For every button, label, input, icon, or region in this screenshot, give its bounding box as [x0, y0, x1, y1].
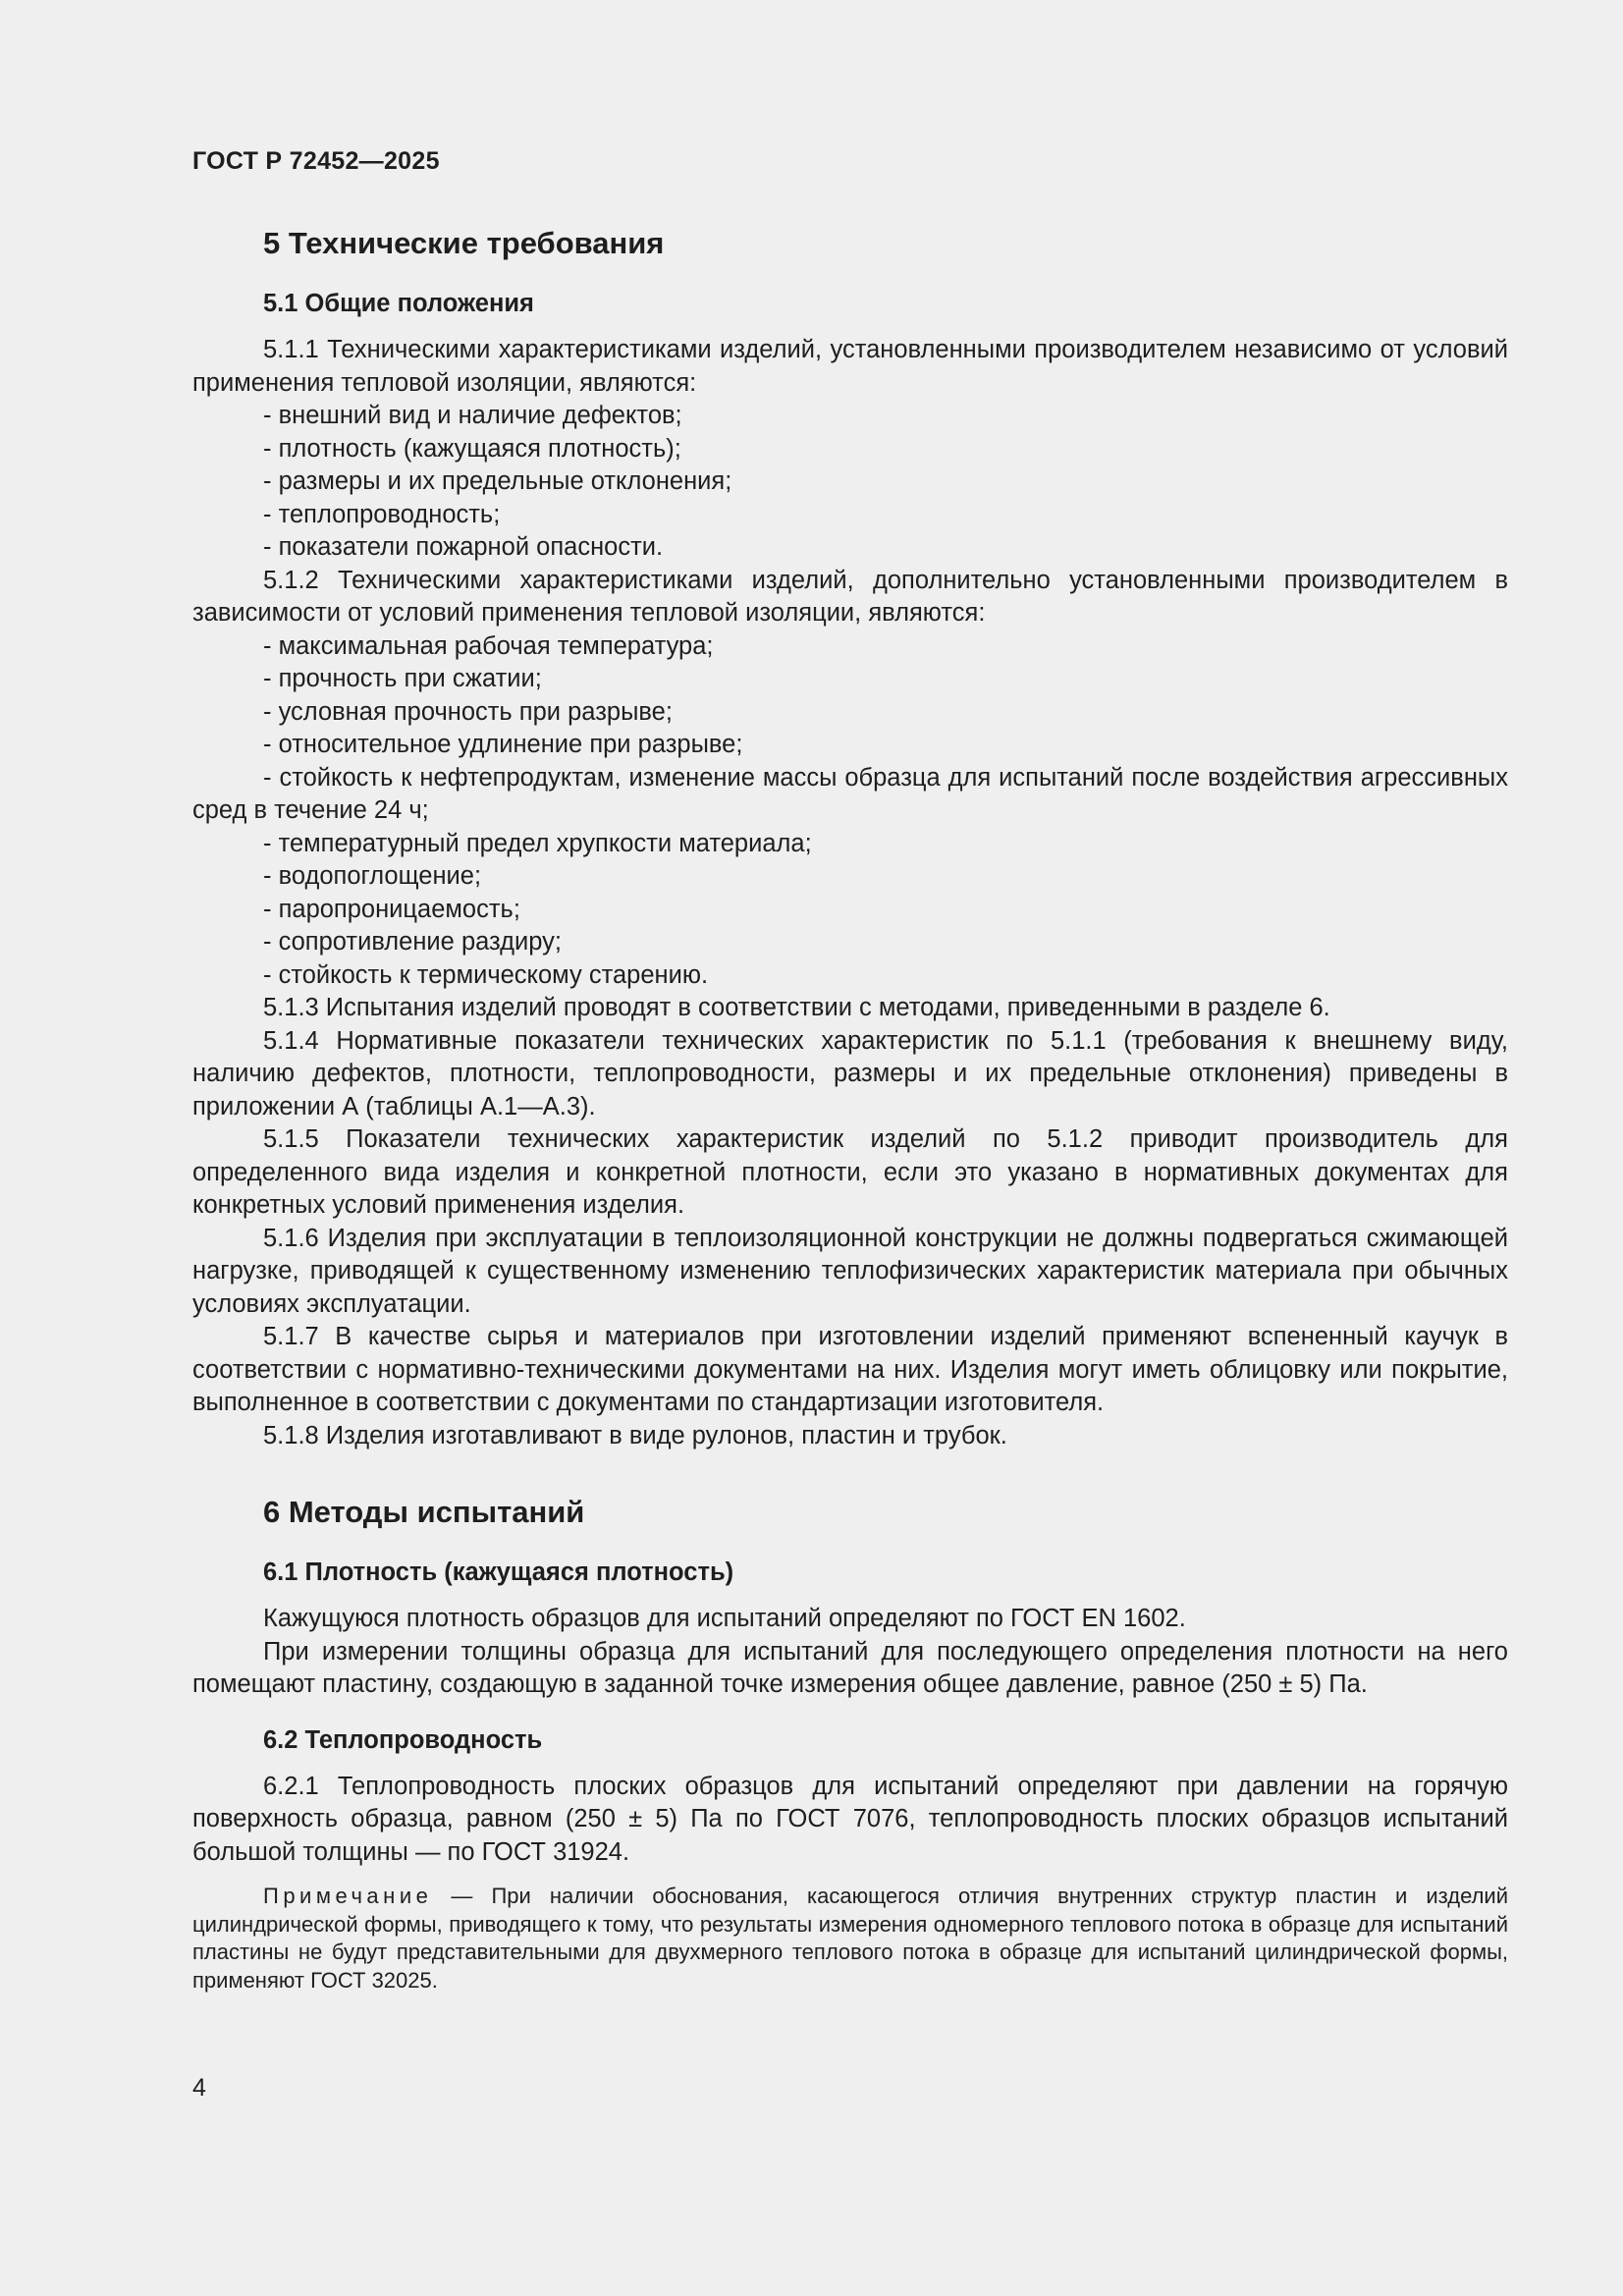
- note-text: — При наличии обоснования, касающегося отличия внутренних структур пластин и изделий цилиндрической формы, приводящего к тому, что результаты измерения одномерного теплового потока в образце для испытаний пластины не будут представительными для двухмерного теплового потока в образце для испытаний цилиндрической формы, применяют ГОСТ 32025.: [192, 1884, 1508, 1993]
- paragraph-6-1-a: Кажущуюся плотность образцов для испытаний определяют по ГОСТ EN 1602.: [263, 1605, 1186, 1632]
- list-item: - плотность (кажущаяся плотность);: [263, 434, 681, 463]
- note-label: Примечание: [263, 1884, 433, 1908]
- list-item: - сопротивление раздиру;: [263, 928, 563, 956]
- paragraph-6-2-1: 6.2.1 Теплопроводность плоских образцов для испытаний определяют при давлении на горячую поверхность образца, равном (250 ± 5) Па по ГОСТ 7076, теплопроводность плоских образцов испытаний большой толщины — по ГОСТ 31924.: [192, 1772, 1508, 1866]
- list-item: - размеры и их предельные отклонения;: [263, 467, 732, 495]
- paragraph-5-1-1: 5.1.1 Техническими характеристиками изделий, установленными производителем независимо от условий применения тепловой изоляции, являются:: [192, 336, 1508, 397]
- page-number: 4: [192, 2074, 206, 2102]
- list-item: - стойкость к нефтепродуктам, изменение массы образца для испытаний после воздействия агрессивных сред в течение 24 ч;: [192, 763, 1508, 824]
- subsection-5-1-title: 5.1 Общие положения: [263, 290, 534, 317]
- section-6-title: 6 Методы испытаний: [263, 1495, 585, 1529]
- list-item: - показатели пожарной опасности.: [263, 533, 664, 561]
- list-item: - температурный предел хрупкости материала;: [263, 829, 812, 857]
- list-item: - водопоглощение;: [263, 862, 482, 890]
- list-5-1-1: [192, 400, 1508, 565]
- paragraph-5-1-8: 5.1.8 Изделия изготавливают в виде рулонов, пластин и трубок.: [263, 1421, 1007, 1449]
- list-item: - стойкость к термическому старению.: [263, 960, 709, 989]
- list-item: - прочность при сжатии;: [263, 665, 542, 692]
- subsection-6-2-title: 6.2 Теплопроводность: [263, 1725, 543, 1754]
- list-item: - внешний вид и наличие дефектов;: [263, 402, 682, 429]
- paragraph-5-1-5: 5.1.5 Показатели технических характеристик изделий по 5.1.2 приводит производитель для определенного вида изделия и конкретной плотности, если это указано в нормативных документах для конкретных условий применения изделия.: [192, 1125, 1508, 1219]
- list-5-1-2: [192, 630, 1508, 993]
- list-item: - условная прочность при разрыве;: [263, 697, 673, 726]
- list-item: - максимальная рабочая температура;: [263, 631, 714, 660]
- paragraph-5-1-4: 5.1.4 Нормативные показатели технических характеристик по 5.1.1 (требования к внешнему виду, наличию дефектов, плотности, теплопроводности, размеры и их предельные отклонения) приведены в приложении А (таблицы А.1—А.3).: [192, 1026, 1508, 1121]
- note: [192, 1883, 1508, 1995]
- document-code: ГОСТ Р 72452—2025: [192, 147, 440, 175]
- document-body: [192, 221, 1508, 1995]
- list-item: - теплопроводность;: [263, 500, 501, 528]
- section-5-title: 5 Технические требования: [263, 226, 665, 260]
- paragraph-5-1-3: 5.1.3 Испытания изделий проводят в соответствии с методами, приведенными в разделе 6.: [263, 994, 1330, 1021]
- subsection-6-1-title: 6.1 Плотность (кажущаяся плотность): [263, 1558, 734, 1586]
- list-item: - паропроницаемость;: [263, 895, 520, 923]
- paragraph-5-1-6: 5.1.6 Изделия при эксплуатации в теплоизоляционной конструкции не должны подвергаться сжимающей нагрузке, приводящей к существенному изменению теплофизических характеристик материала при обычных условиях эксплуатации.: [192, 1224, 1508, 1318]
- paragraph-5-1-7: 5.1.7 В качестве сырья и материалов при изготовлении изделий применяют вспененный каучук в соответствии с нормативно-техническими документами на них. Изделия могут иметь облицовку или покрытие, выполненное в соответствии с документами по стандартизации изготовителя.: [192, 1323, 1508, 1416]
- paragraph-5-1-2: 5.1.2 Техническими характеристиками изделий, дополнительно установленными производителем в зависимости от условий применения тепловой изоляции, являются:: [192, 566, 1508, 627]
- list-item: - относительное удлинение при разрыве;: [263, 731, 743, 758]
- paragraph-6-1-b: При измерении толщины образца для испытаний для последующего определения плотности на него помещают пластину, создающую в заданной точке измерения общее давление, равное (250 ± 5) Па.: [192, 1637, 1508, 1698]
